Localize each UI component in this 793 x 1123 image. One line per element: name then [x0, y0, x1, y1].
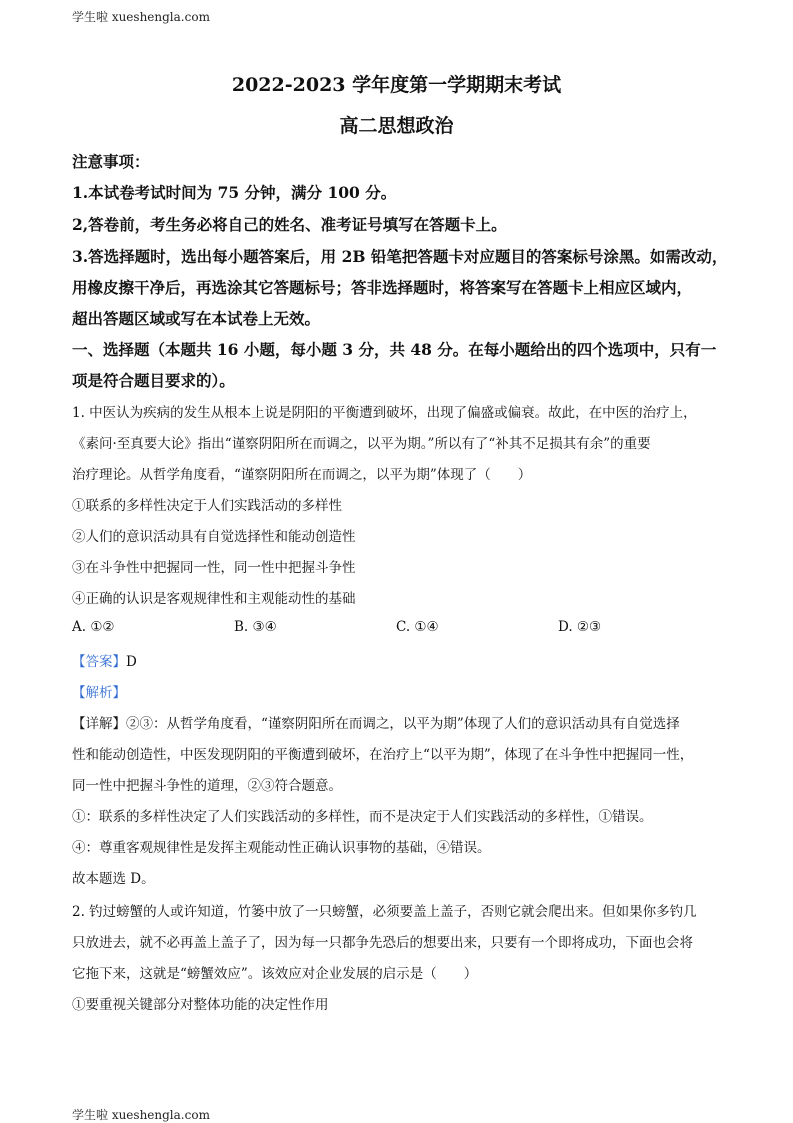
note-item-3-line-1: 3.答选择题时，选出每小题答案后，用 2B 铅笔把答题卡对应题目的答案标号涂黑。如需改动， — [72, 247, 728, 266]
q1-detail-line-1 — [72, 712, 680, 732]
q1-stem-line-2: 《素问·至真要大论》指出“谨察阴阳所在而调之，以平为期。”所以有了“补其不足损其有余”的重要 — [72, 436, 651, 452]
site-header-watermark: 学生啦 xueshengla.com — [72, 10, 210, 24]
detail-text-1: ②③：从哲学角度看，“谨察阴阳所在而调之，以平为期”体现了人们的意识活动具有自觉选择 — [126, 716, 680, 732]
q1-option-b: B. ③④ — [234, 619, 277, 635]
q1-statement-4: ④正确的认识是客观规律性和主观能动性的基础 — [72, 591, 356, 607]
q1-detail-line-6: 故本题选 D。 — [72, 871, 155, 887]
q1-statement-2: ②人们的意识活动具有自觉选择性和能动创造性 — [72, 529, 356, 545]
q2-stem-line-2: 只放进去，就不必再盖上盖子了，因为每一只都争先恐后的想要出来，只要有一个即将成功，下面也会将 — [72, 935, 693, 951]
note-item-3-line-3: 超出答题区域或写在本试卷上无效。 — [72, 309, 321, 328]
section-heading-line-1: 一、选择题（本题共 16 小题，每小题 3 分，共 48 分。在每小题给出的四个选项中，只有一 — [72, 340, 717, 359]
answer-value: D — [126, 654, 137, 670]
note-item-1: 1.本试卷考试时间为 75 分钟，满分 100 分。 — [72, 183, 397, 202]
site-footer-watermark: 学生啦 xueshengla.com — [72, 1108, 210, 1122]
analysis-tag: 【解析】 — [72, 685, 126, 701]
q1-statement-3: ③在斗争性中把握同一性，同一性中把握斗争性 — [72, 560, 356, 576]
q1-detail-line-5: ④：尊重客观规律性是发挥主观能动性正确认识事物的基础，④错误。 — [72, 840, 491, 856]
q1-answer — [72, 650, 137, 670]
notes-heading: 注意事项： — [72, 152, 150, 171]
q2-stem-line-3: 它拖下来，这就是“螃蟹效应”。该效应对企业发展的启示是（ ） — [72, 966, 478, 982]
q2-stem-line-1: 2. 钓过螃蟹的人或许知道，竹篓中放了一只螃蟹，必须要盖上盖子，否则它就会爬出来。但如果你多钓几 — [72, 904, 697, 920]
q1-detail-line-2: 性和能动创造性，中医发现阴阳的平衡遭到破坏，在治疗上“以平为期”，体现了在斗争性中把握同一性， — [72, 747, 694, 763]
note-item-2: 2,答卷前，考生务必将自己的姓名、准考证号填写在答题卡上。 — [72, 215, 507, 234]
q1-detail-line-3: 同一性中把握斗争性的道理，②③符合题意。 — [72, 778, 342, 794]
q1-option-a: A. ①② — [72, 619, 115, 635]
q1-analysis — [72, 681, 126, 701]
q1-detail-line-4: ①：联系的多样性决定了人们实践活动的多样性，而不是决定于人们实践活动的多样性，①错误。 — [72, 809, 653, 825]
q1-statement-1: ①联系的多样性决定于人们实践活动的多样性 — [72, 498, 342, 514]
q1-stem-line-3: 治疗理论。从哲学角度看，“谨察阴阳所在而调之，以平为期”体现了（ ） — [72, 467, 532, 483]
exam-subject: 高二思想政治 — [339, 115, 454, 137]
section-heading-line-2: 项是符合题目要求的）。 — [72, 371, 235, 390]
exam-title: 2022-2023 学年度第一学期期末考试 — [231, 74, 562, 96]
detail-tag: 【详解】 — [72, 716, 126, 732]
q1-stem-line-1: 1. 中医认为疾病的发生从根本上说是阴阳的平衡遭到破坏，出现了偏盛或偏衰。故此，在中医的治疗上， — [72, 405, 697, 421]
answer-tag: 【答案】 — [72, 654, 126, 670]
q2-statement-1: ①要重视关键部分对整体功能的决定性作用 — [72, 997, 329, 1013]
note-item-3-line-2: 用橡皮擦干净后，再选涂其它答题标号；答非选择题时，将答案写在答题卡上相应区域内， — [72, 278, 693, 297]
q1-option-c: C. ①④ — [396, 619, 439, 635]
q1-option-d: D. ②③ — [558, 619, 602, 635]
